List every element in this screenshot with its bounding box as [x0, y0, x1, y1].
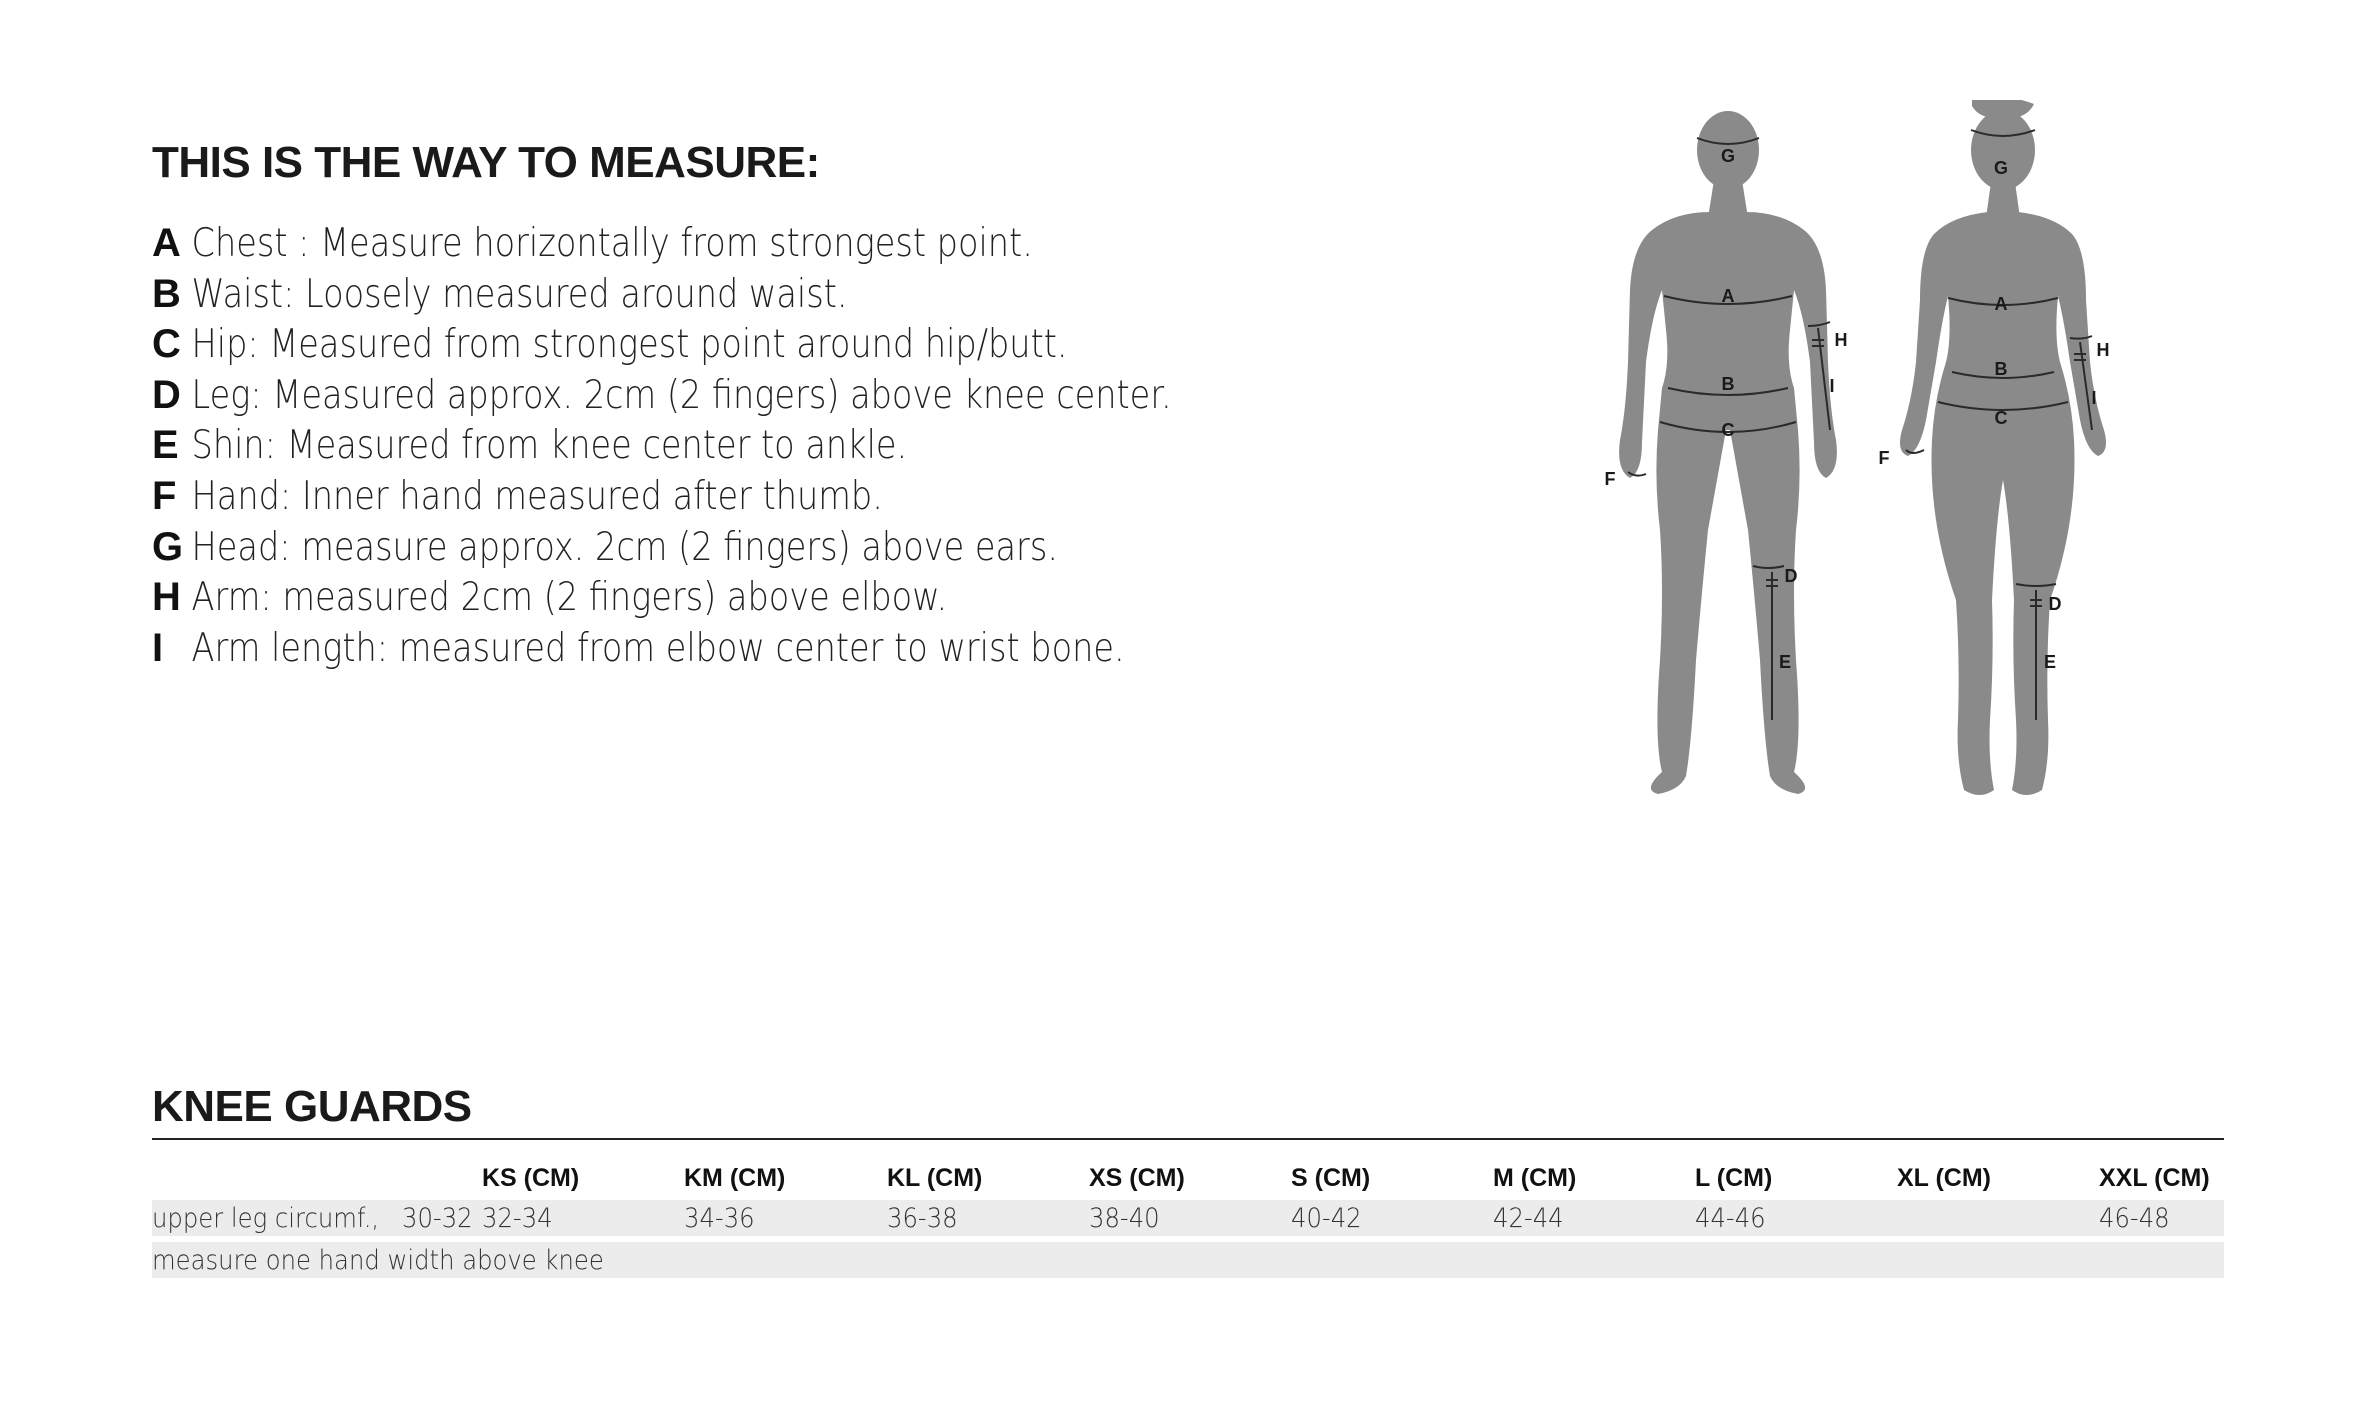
label-i: I — [1829, 376, 1835, 396]
label-c: C — [1994, 408, 2008, 428]
column-header: XXL (CM) — [2099, 1163, 2210, 1192]
table-cell: 34-36 — [684, 1202, 755, 1234]
measure-text: Hip: Measured from strongest point around hip/butt. — [191, 322, 1068, 368]
measure-item-a — [152, 218, 1172, 269]
label-e: E — [2043, 652, 2057, 672]
column-header: M (CM) — [1493, 1163, 1577, 1192]
measure-text: Hand: Inner hand measured after thumb. — [191, 473, 883, 519]
label-g: G — [1720, 146, 1736, 166]
measure-item-h — [152, 572, 1172, 623]
label-d: D — [1784, 566, 1798, 586]
column-header: XS (CM) — [1089, 1163, 1185, 1192]
measure-letter: G — [152, 524, 184, 569]
label-e: E — [1778, 652, 1792, 672]
knee-guards-title: KNEE GUARDS — [152, 1082, 472, 1131]
measure-letter: B — [152, 271, 181, 316]
figure-illustration — [1580, 100, 2140, 800]
measure-item-e — [152, 420, 1172, 471]
label-a: A — [1721, 286, 1735, 306]
measure-letter: F — [152, 473, 177, 518]
measure-text: Head: measure approx. 2cm (2 fingers) above ears. — [191, 524, 1058, 570]
table-cell: 44-46 — [1695, 1202, 1766, 1234]
label-f: F — [1878, 448, 1890, 468]
measure-letter: C — [152, 322, 181, 367]
measure-item-d — [152, 370, 1172, 421]
label-d: D — [2048, 594, 2062, 614]
female-figure — [1900, 100, 2106, 795]
measure-item-c — [152, 319, 1172, 370]
table-cell: 30-32 — [402, 1202, 473, 1234]
measure-text: Chest : Measure horizontally from strongest point. — [191, 221, 1033, 266]
column-header: S (CM) — [1291, 1163, 1371, 1192]
table-cell: 42-44 — [1493, 1202, 1564, 1234]
measure-item-f — [152, 471, 1172, 522]
measurement-instructions — [152, 218, 1338, 673]
label-h: H — [1834, 330, 1848, 350]
label-b: B — [1994, 359, 2008, 379]
measure-letter: A — [152, 221, 181, 265]
column-header: XL (CM) — [1897, 1163, 1991, 1192]
measurement-note: measure one hand width above knee — [152, 1244, 604, 1276]
table-header-row — [152, 1156, 2224, 1200]
measure-letter: E — [152, 423, 179, 468]
label-a: A — [1994, 294, 2008, 314]
measure-heading: THIS IS THE WAY TO MEASURE: — [152, 138, 820, 187]
measure-text: Arm length: measured from elbow center to wrist bone. — [191, 625, 1125, 671]
column-header: L (CM) — [1695, 1163, 1773, 1192]
table-cell: 38-40 — [1089, 1202, 1160, 1234]
table-cell: 32-34 — [482, 1202, 553, 1234]
measure-text: Leg: Measured approx. 2cm (2 fingers) above knee center. — [191, 372, 1172, 418]
measure-item-i — [152, 623, 1172, 674]
body-measurement-diagram — [1580, 100, 2140, 800]
label-i: I — [2091, 388, 2097, 408]
label-f: F — [1604, 469, 1616, 489]
measure-text: Waist: Loosely measured around waist. — [191, 271, 848, 317]
label-b: B — [1721, 374, 1735, 394]
measure-item-b — [152, 269, 1172, 320]
label-g: G — [1993, 158, 2009, 178]
column-header: KS (CM) — [482, 1163, 580, 1192]
table-cell: 40-42 — [1291, 1202, 1362, 1234]
title-divider — [152, 1138, 2224, 1140]
knee-guards-size-table — [152, 1156, 2224, 1278]
label-c: C — [1721, 420, 1735, 440]
measure-letter: D — [152, 372, 181, 417]
measure-text: Shin: Measured from knee center to ankle. — [191, 423, 908, 469]
table-note-row — [152, 1242, 2224, 1278]
measure-item-g — [152, 522, 1172, 573]
measure-letter: H — [152, 575, 181, 620]
table-cell: 46-48 — [2099, 1202, 2170, 1234]
label-h: H — [2096, 340, 2110, 360]
male-figure — [1619, 111, 1837, 794]
row-label: upper leg circumf., — [152, 1202, 380, 1234]
measure-letter: I — [152, 625, 164, 670]
column-header: KM (CM) — [684, 1163, 786, 1192]
measure-text: Arm: measured 2cm (2 fingers) above elbow. — [191, 575, 948, 621]
column-header: KL (CM) — [887, 1163, 983, 1192]
table-cell: 36-38 — [887, 1202, 958, 1234]
table-row — [152, 1200, 2224, 1236]
